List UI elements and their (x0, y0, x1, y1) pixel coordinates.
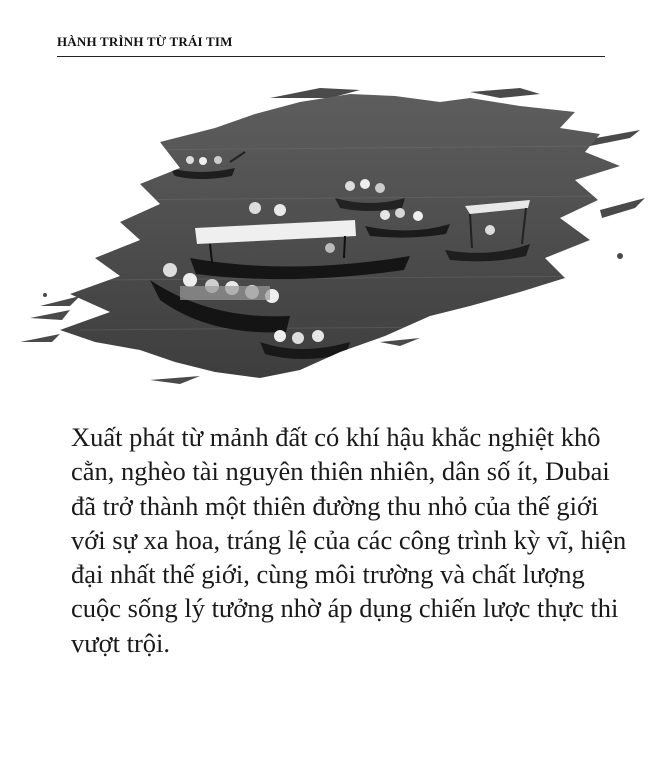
header-divider (57, 56, 605, 57)
body-paragraph: Xuất phát từ mảnh đất có khí hậu khắc nghiệt khô cằn, nghèo tài nguyên thiên nhiên, dân số ít, Dubai đã trở thành một thiên đường thu nhỏ của thế giới với sự xa hoa, tráng lệ của các công trình kỳ vĩ, hiện đại nhất thế giới, cùng môi trường và chất lượng cuộc sống lý tưởng nhờ áp dụng chiến lược thực thi vượt trội. (71, 422, 627, 658)
section-title: HÀNH TRÌNH TỪ TRÁI TIM (57, 34, 233, 49)
historic-boats-photo (0, 80, 660, 410)
